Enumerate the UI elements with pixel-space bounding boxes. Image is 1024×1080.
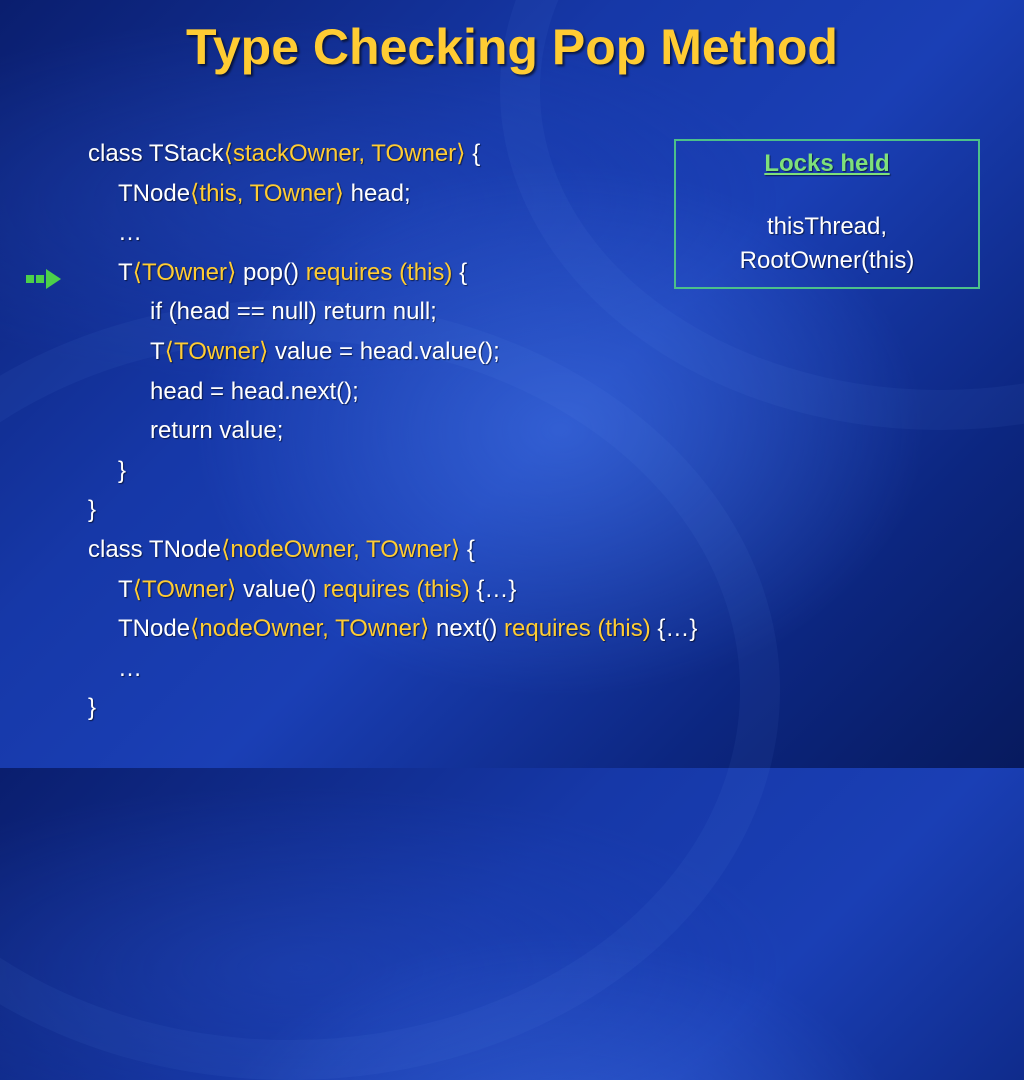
code-text: } (118, 456, 127, 484)
code-line (88, 490, 697, 530)
code-text: {…} (650, 615, 698, 643)
locks-held-list (676, 210, 978, 278)
slide-title: Type Checking Pop Method (186, 19, 838, 75)
code-text: {…} (469, 575, 517, 603)
code-type-params: ⟨TOwner⟩ (132, 258, 237, 286)
locks-held-title: Locks held (764, 150, 890, 177)
code-text: next() (429, 615, 505, 643)
code-text: class TNode (88, 535, 221, 563)
code-text: { (460, 535, 475, 563)
code-text: { (465, 140, 481, 167)
code-line (88, 332, 697, 372)
code-line (88, 174, 697, 214)
code-type-params: ⟨TOwner⟩ (164, 337, 269, 365)
code-text: if (head == null) return null; (150, 298, 437, 326)
code-line (88, 609, 697, 649)
code-line (88, 649, 697, 689)
code-type-params: ⟨stackOwner, TOwner⟩ (223, 140, 466, 167)
code-text: TNode (118, 179, 191, 207)
code-type-params: ⟨nodeOwner, TOwner⟩ (190, 615, 430, 643)
code-line (88, 530, 697, 570)
code-type-params: ⟨this, TOwner⟩ (190, 179, 344, 207)
code-type-params: ⟨nodeOwner, TOwner⟩ (220, 535, 461, 563)
code-text: value() (236, 575, 324, 603)
code-text: head = head.next(); (150, 377, 359, 405)
code-line (88, 213, 697, 253)
code-text: class TStack (88, 140, 224, 167)
code-requires-clause: requires (this) (504, 615, 651, 643)
code-text: T (118, 575, 133, 603)
lock-item: RootOwner(this) (739, 247, 915, 274)
code-line-current (88, 253, 697, 293)
code-text: … (118, 654, 142, 682)
code-type-params: ⟨TOwner⟩ (132, 575, 237, 603)
code-line (88, 134, 697, 174)
lock-item: thisThread, (766, 213, 888, 240)
code-line (88, 292, 697, 332)
code-block (88, 134, 697, 728)
code-line (88, 451, 697, 491)
code-line (88, 411, 697, 451)
code-text: T (118, 258, 133, 286)
code-line (88, 570, 697, 610)
locks-held-box (674, 139, 980, 289)
code-line (88, 688, 697, 728)
code-text: head; (343, 179, 411, 207)
code-text: pop() (236, 258, 306, 286)
code-text: TNode (118, 615, 191, 643)
code-line (88, 372, 697, 412)
code-text: } (88, 496, 97, 524)
code-text: return value; (150, 417, 284, 445)
code-text: … (118, 219, 142, 247)
current-line-arrow-icon (26, 268, 62, 290)
code-text: } (88, 694, 97, 722)
code-text: { (452, 258, 468, 286)
code-requires-clause: requires (this) (305, 258, 453, 286)
code-text: T (150, 337, 165, 365)
code-requires-clause: requires (this) (323, 575, 470, 603)
code-text: value = head.value(); (268, 337, 500, 365)
